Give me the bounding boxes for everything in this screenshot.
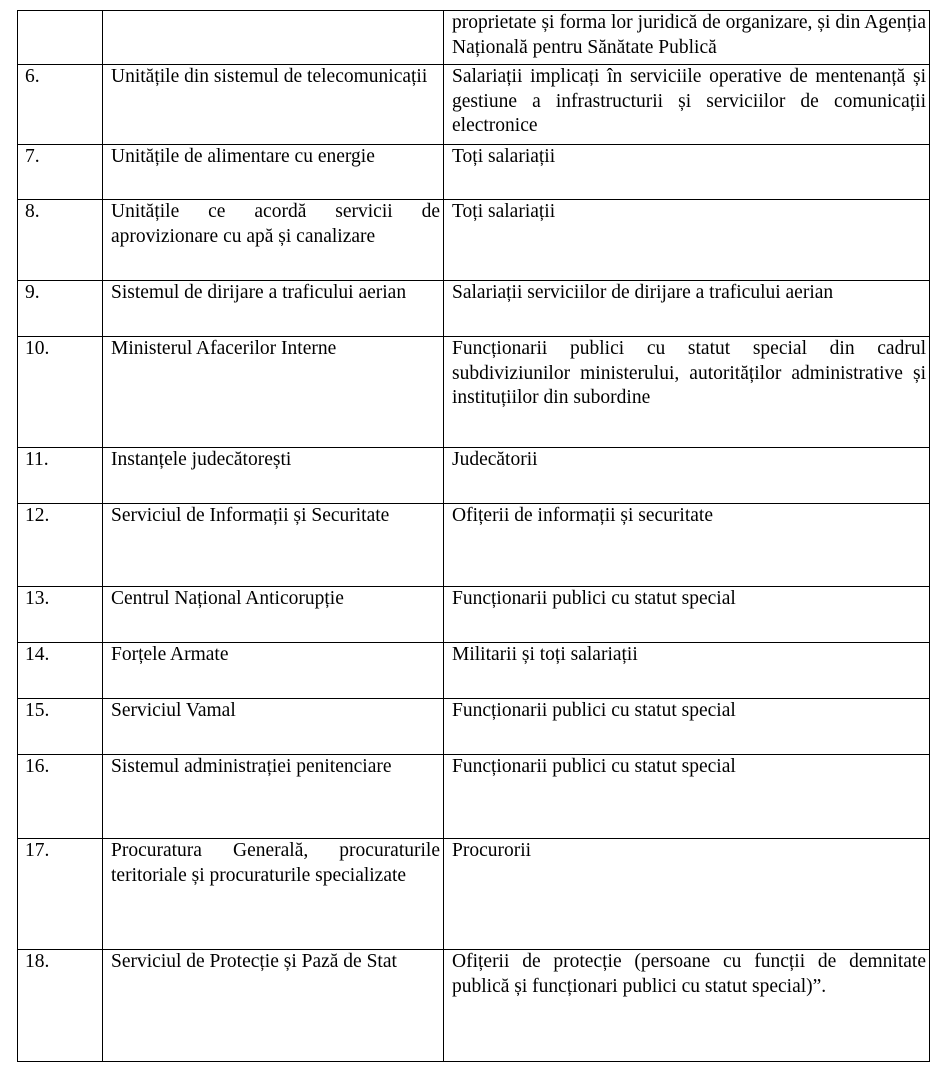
row-number: 12. <box>18 504 103 587</box>
table-row <box>18 699 930 755</box>
row-number: 10. <box>18 337 103 448</box>
row-number: 7. <box>18 145 103 200</box>
row-number: 6. <box>18 65 103 145</box>
staff-category: Salariații implicați în serviciile operative de mentenanță și gestiune a infrastructurii și serviciilor de comunicații electronice <box>444 65 930 145</box>
unit-name: Serviciul Vamal <box>103 699 444 755</box>
unit-name: Instanțele judecătorești <box>103 448 444 504</box>
table-row <box>18 755 930 839</box>
staff-category: Judecătorii <box>444 448 930 504</box>
document-table <box>17 10 930 1062</box>
unit-name: Unitățile din sistemul de telecomunicații <box>103 65 444 145</box>
unit-name: Unitățile de alimentare cu energie <box>103 145 444 200</box>
staff-category: Toți salariații <box>444 145 930 200</box>
staff-category: Funcționarii publici cu statut special din cadrul subdiviziunilor ministerului, autorităților administrative și instituțiilor din subordine <box>444 337 930 448</box>
row-number: 16. <box>18 755 103 839</box>
staff-category: Funcționarii publici cu statut special <box>444 587 930 643</box>
table-row <box>18 11 930 65</box>
row-number: 9. <box>18 281 103 337</box>
table-row <box>18 950 930 1062</box>
unit-name <box>103 11 444 65</box>
staff-category: Ofițerii de informații și securitate <box>444 504 930 587</box>
unit-name: Serviciul de Protecție și Pază de Stat <box>103 950 444 1062</box>
unit-name: Serviciul de Informații și Securitate <box>103 504 444 587</box>
unit-name: Sistemul administrației penitenciare <box>103 755 444 839</box>
row-number: 18. <box>18 950 103 1062</box>
table-row <box>18 839 930 950</box>
row-number: 13. <box>18 587 103 643</box>
staff-category: proprietate și forma lor juridică de organizare, și din Agenția Națională pentru Sănătate Publică <box>444 11 930 65</box>
table-row <box>18 504 930 587</box>
row-number: 17. <box>18 839 103 950</box>
table-row <box>18 200 930 281</box>
unit-name: Forțele Armate <box>103 643 444 699</box>
table-row <box>18 587 930 643</box>
table-row <box>18 337 930 448</box>
row-number: 14. <box>18 643 103 699</box>
unit-name: Centrul Național Anticorupție <box>103 587 444 643</box>
staff-category: Funcționarii publici cu statut special <box>444 699 930 755</box>
unit-name: Sistemul de dirijare a traficului aerian <box>103 281 444 337</box>
unit-name: Unitățile ce acordă servicii de aprovizionare cu apă și canalizare <box>103 200 444 281</box>
staff-category: Funcționarii publici cu statut special <box>444 755 930 839</box>
staff-category: Procurorii <box>444 839 930 950</box>
table-row <box>18 448 930 504</box>
row-number: 15. <box>18 699 103 755</box>
row-number: 8. <box>18 200 103 281</box>
row-number: 11. <box>18 448 103 504</box>
staff-category: Ofițerii de protecție (persoane cu funcții de demnitate publică și funcționari publici cu statut special)”. <box>444 950 930 1062</box>
staff-category: Militarii și toți salariații <box>444 643 930 699</box>
row-number <box>18 11 103 65</box>
table-row <box>18 65 930 145</box>
table-row <box>18 281 930 337</box>
unit-name: Procuratura Generală, procuraturile teritoriale și procuraturile specializate <box>103 839 444 950</box>
unit-name: Ministerul Afacerilor Interne <box>103 337 444 448</box>
staff-category: Salariații serviciilor de dirijare a traficului aerian <box>444 281 930 337</box>
staff-category: Toți salariații <box>444 200 930 281</box>
table-row <box>18 145 930 200</box>
table-row <box>18 643 930 699</box>
